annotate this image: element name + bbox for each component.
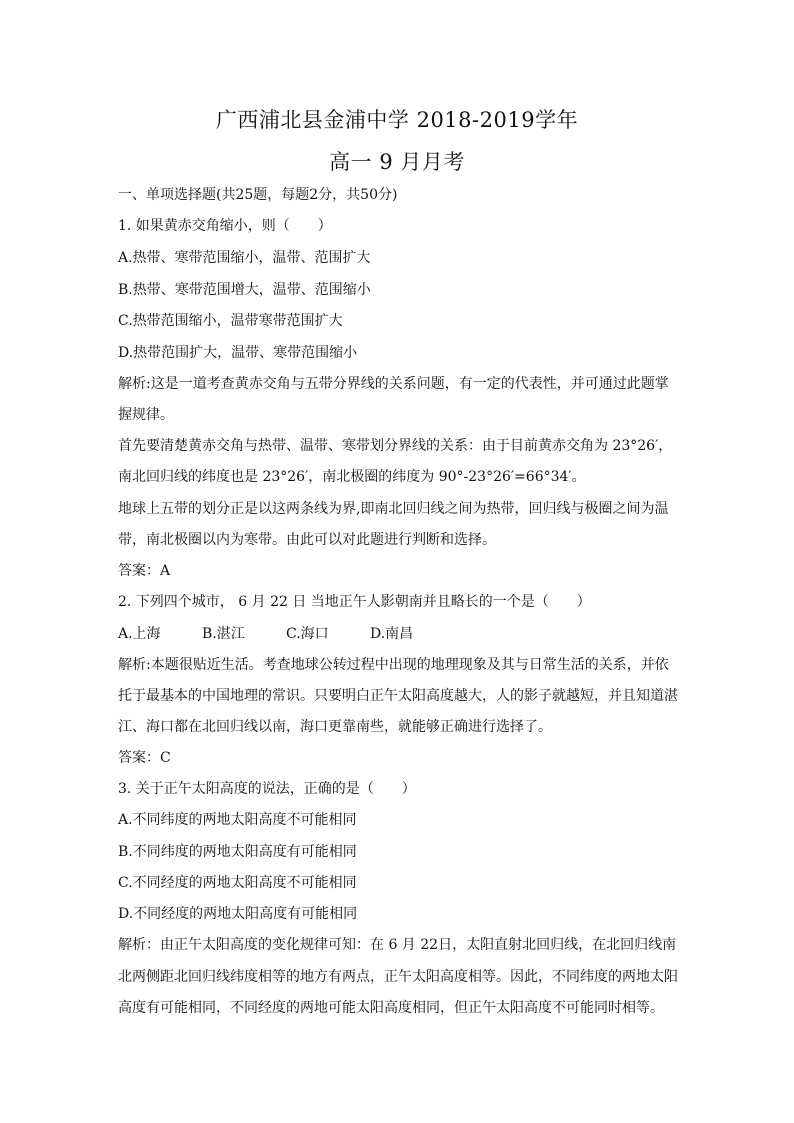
q1-option-a: A.热带、寒带范围缩小，温带、范围扩大 [118,250,371,266]
q2-analysis-line: 解析:本题很贴近生活。考查地球公转过程中出现的地理现象及其与日常生活的关系，并依 [118,657,669,673]
section-heading: 一、单项选择题(共25题，每题2分，共50分) [118,187,398,203]
q1-analysis-line: 带，南北极圈以内为寒带。由此可以对此题进行判断和选择。 [118,532,496,548]
q2-analysis-line: 托于最基本的中国地理的常识。只要明白正午太阳高度越大，人的影子就越短，并且知道湛 [118,688,678,704]
q2-analysis-line: 江、海口都在北回归线以南，海口更靠南些，就能够正确进行选择了。 [118,719,552,735]
q1-analysis-line: 握规律。 [118,407,174,423]
q3-stem: 3. 关于正午太阳高度的说法，正确的是（ ） [118,781,416,797]
q2-option-d: D.南昌 [370,626,414,642]
q2-option-b: B.湛江 [202,626,245,642]
title-line-2: 高一 9 月月考 [329,150,465,174]
q3-option-a: A.不同纬度的两地太阳高度不可能相同 [118,812,357,828]
q1-option-d: D.热带范围扩大，温带、寒带范围缩小 [118,345,358,361]
q3-option-b: B.不同纬度的两地太阳高度有可能相同 [118,844,357,860]
q3-analysis-line: 解析：由正午太阳高度的变化规律可知：在 6 月 22日，太阳直射北回归线，在北回归线南 [118,937,677,953]
q1-analysis-line: 首先要清楚黄赤交角与热带、温带、寒带划分界线的关系：由于目前黄赤交角为 23°26′， [118,438,673,454]
q2-answer: 答案：C [118,750,171,766]
q1-option-b: B.热带、寒带范围增大，温带、范围缩小 [118,282,371,298]
q1-analysis-line: 南北回归线的纬度也是 23°26′，南北极圈的纬度为 90°-23°26′=66°34′。 [118,469,586,485]
q1-analysis-line: 地球上五带的划分正是以这两条线为界,即南北回归线之间为热带，回归线与极圈之间为温 [118,501,669,517]
title-line-1: 广西浦北县金浦中学 2018-2019学年 [215,108,579,132]
q3-analysis-line: 高度有可能相同，不同经度的两地可能太阳高度相同，但正午太阳高度不可能同时相等。 [118,1000,664,1016]
q3-option-d: D.不同经度的两地太阳高度有可能相同 [118,906,358,922]
q1-analysis-line: 解析:这是一道考查黄赤交角与五带分界线的关系问题，有一定的代表性，并可通过此题掌 [118,376,669,392]
q1-stem: 1. 如果黄赤交角缩小，则（ ） [118,218,332,234]
q2-stem: 2. 下列四个城市， 6 月 22 日 当地正午人影朝南并且略长的一个是（ ） [118,594,591,610]
q2-options-row [118,625,678,643]
q1-option-c: C.热带范围缩小，温带寒带范围扩大 [118,313,343,329]
q2-option-a: A.上海 [118,626,161,642]
q1-answer: 答案：A [118,563,171,579]
q3-option-c: C.不同经度的两地太阳高度不可能相同 [118,875,357,891]
q3-analysis-line: 北两侧距北回归线纬度相等的地方有两点，正午太阳高度相等。因此，不同纬度的两地太阳 [118,969,678,985]
q2-option-c: C.海口 [286,626,329,642]
